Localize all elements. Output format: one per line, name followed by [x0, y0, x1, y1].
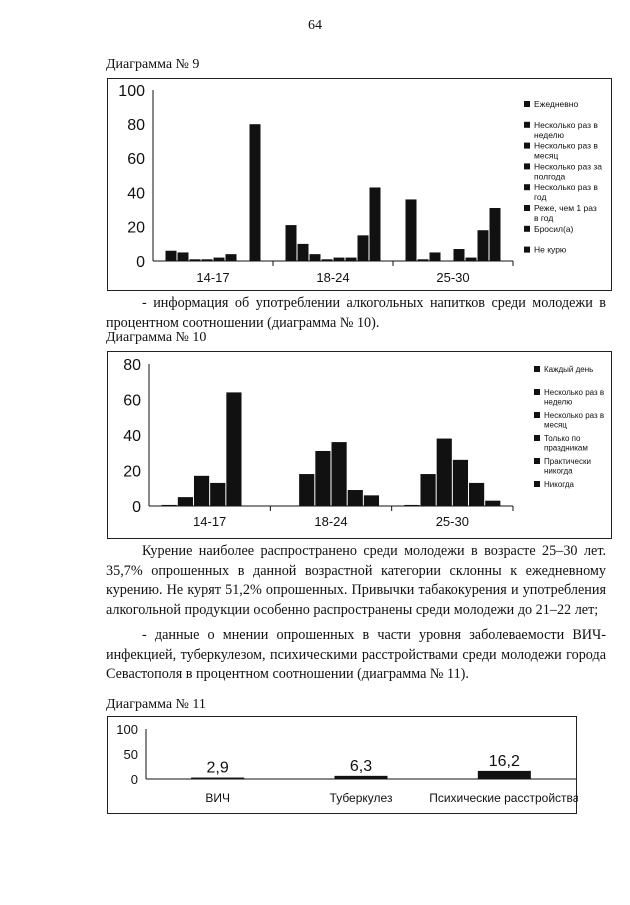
- bar: [190, 259, 201, 261]
- legend-label: Реже, чем 1 раз в год: [534, 203, 597, 223]
- bar: [162, 505, 177, 506]
- disease-paragraph: - данные о мнении опрошенных в части уровня заболеваемости ВИЧ-инфекцией, туберкулезом, психическими расстройствами среди молодежи города Севастополя в процентном соотношении (диаграмма № 11).: [106, 627, 606, 682]
- legend-marker: [524, 101, 530, 107]
- legend-marker: [534, 435, 540, 441]
- bar: [210, 483, 225, 506]
- data-label: 2,9: [206, 759, 229, 777]
- category-label: 14-17: [196, 270, 230, 285]
- bar: [420, 474, 435, 506]
- data-label: 6,3: [349, 757, 373, 775]
- y-tick-label: 80: [127, 116, 145, 134]
- legend-label: Только по праздникам: [544, 434, 588, 453]
- bar: [478, 230, 489, 261]
- bar: [299, 474, 314, 506]
- category-label: 14-17: [193, 514, 227, 529]
- diagram-10-chart: [108, 352, 613, 540]
- page-number: 64: [308, 18, 322, 33]
- category-label: 25-30: [435, 514, 469, 529]
- bar: [437, 439, 452, 506]
- bar: [178, 252, 189, 261]
- legend-marker: [524, 226, 530, 232]
- bar: [226, 254, 237, 261]
- legend-marker: [524, 143, 530, 149]
- bar: [348, 490, 363, 506]
- bar: [178, 497, 193, 506]
- bar: [286, 225, 297, 261]
- y-tick-label: 0: [130, 772, 138, 787]
- bar: [469, 483, 484, 506]
- diagram-11-frame: [107, 716, 577, 814]
- y-tick-label: 100: [118, 82, 145, 100]
- legend-label: Никогда: [544, 480, 574, 489]
- legend-label: Несколько раз в месяц: [534, 140, 598, 161]
- y-tick-label: 50: [123, 747, 138, 762]
- bar: [332, 442, 347, 506]
- smoking-paragraph: Курение наиболее распространено среди молодежи в возрасте 25–30 лет. 35,7% опрошенных в данной возрастной категории склонны к ежедневному курению. Не курят 51,2% опрошенных. Привычки табакокурения и употребления алкогольной продукции особенно распространены среди молодежи до 21–22 лет;: [106, 543, 606, 618]
- bar: [346, 258, 357, 261]
- category-label: Психические расстройства: [429, 791, 578, 805]
- y-tick-label: 0: [132, 498, 141, 516]
- category-label: 18-24: [316, 270, 350, 285]
- bar: [490, 208, 501, 261]
- legend-label: Несколько раз в год: [534, 182, 598, 203]
- bar: [214, 258, 225, 261]
- y-tick-label: 60: [123, 392, 141, 410]
- bar: [250, 124, 261, 261]
- y-tick-label: 20: [127, 219, 145, 237]
- category-label: 18-24: [314, 514, 348, 529]
- diagram-9-caption: Диаграмма № 9: [106, 57, 200, 72]
- y-tick-label: 80: [123, 356, 141, 374]
- data-label: 16,2: [488, 752, 520, 770]
- category-label: ВИЧ: [205, 791, 230, 805]
- category-label: Туберкулез: [329, 791, 393, 805]
- legend-marker: [534, 412, 540, 418]
- bar: [404, 505, 419, 506]
- diagram-10-caption: Диаграмма № 10: [106, 330, 207, 345]
- diagram-9-frame: [107, 78, 612, 291]
- bar: [166, 251, 177, 261]
- bar: [334, 776, 387, 779]
- legend-label: Несколько раз в неделю: [544, 388, 605, 407]
- legend-marker: [524, 122, 530, 128]
- bar: [454, 249, 465, 261]
- y-tick-label: 100: [116, 722, 138, 737]
- bar: [478, 771, 531, 779]
- legend-marker: [534, 481, 540, 487]
- bar: [315, 451, 330, 506]
- legend-marker: [524, 205, 530, 211]
- legend-marker: [534, 389, 540, 395]
- bar: [194, 476, 209, 506]
- diagram-9-chart: [108, 79, 613, 292]
- legend-label: Каждый день: [544, 365, 594, 374]
- bar: [370, 187, 381, 261]
- diagram-11-caption: Диаграмма № 11: [106, 697, 206, 712]
- legend-label: Несколько раз за полгода: [534, 161, 603, 182]
- legend-marker: [524, 247, 530, 253]
- bar: [202, 259, 213, 261]
- y-tick-label: 60: [127, 151, 145, 169]
- legend-label: Несколько раз в неделю: [534, 119, 598, 140]
- diagram-11-chart: [108, 717, 578, 815]
- bar: [358, 235, 369, 261]
- bar: [191, 778, 244, 779]
- bar: [406, 199, 417, 261]
- bar: [226, 392, 241, 506]
- bar: [430, 252, 441, 261]
- y-tick-label: 40: [127, 185, 145, 203]
- bar: [334, 258, 345, 261]
- legend-label: Несколько раз в месяц: [544, 411, 605, 430]
- bar: [453, 460, 468, 506]
- bar: [298, 244, 309, 261]
- legend-marker: [534, 366, 540, 372]
- legend-marker: [534, 458, 540, 464]
- y-tick-label: 0: [136, 253, 145, 271]
- legend-marker: [524, 163, 530, 169]
- bar: [466, 258, 477, 261]
- alcohol-paragraph: - информация об употреблении алкогольных напитков среди молодежи в процентном соотношении (диаграмма № 10).: [106, 295, 606, 331]
- legend-marker: [524, 184, 530, 190]
- bar: [364, 495, 379, 506]
- bar: [322, 259, 333, 261]
- legend-label: Не курю: [534, 244, 567, 255]
- bar: [418, 259, 429, 261]
- category-label: 25-30: [436, 270, 470, 285]
- legend-label: Ежедневно: [534, 99, 579, 109]
- bar: [310, 254, 321, 261]
- y-tick-label: 20: [123, 463, 141, 481]
- diagram-10-frame: [107, 351, 612, 539]
- y-tick-label: 40: [123, 427, 141, 445]
- legend-label: Бросил(а): [534, 223, 574, 234]
- legend-label: Практически никогда: [544, 457, 591, 476]
- bar: [485, 501, 500, 506]
